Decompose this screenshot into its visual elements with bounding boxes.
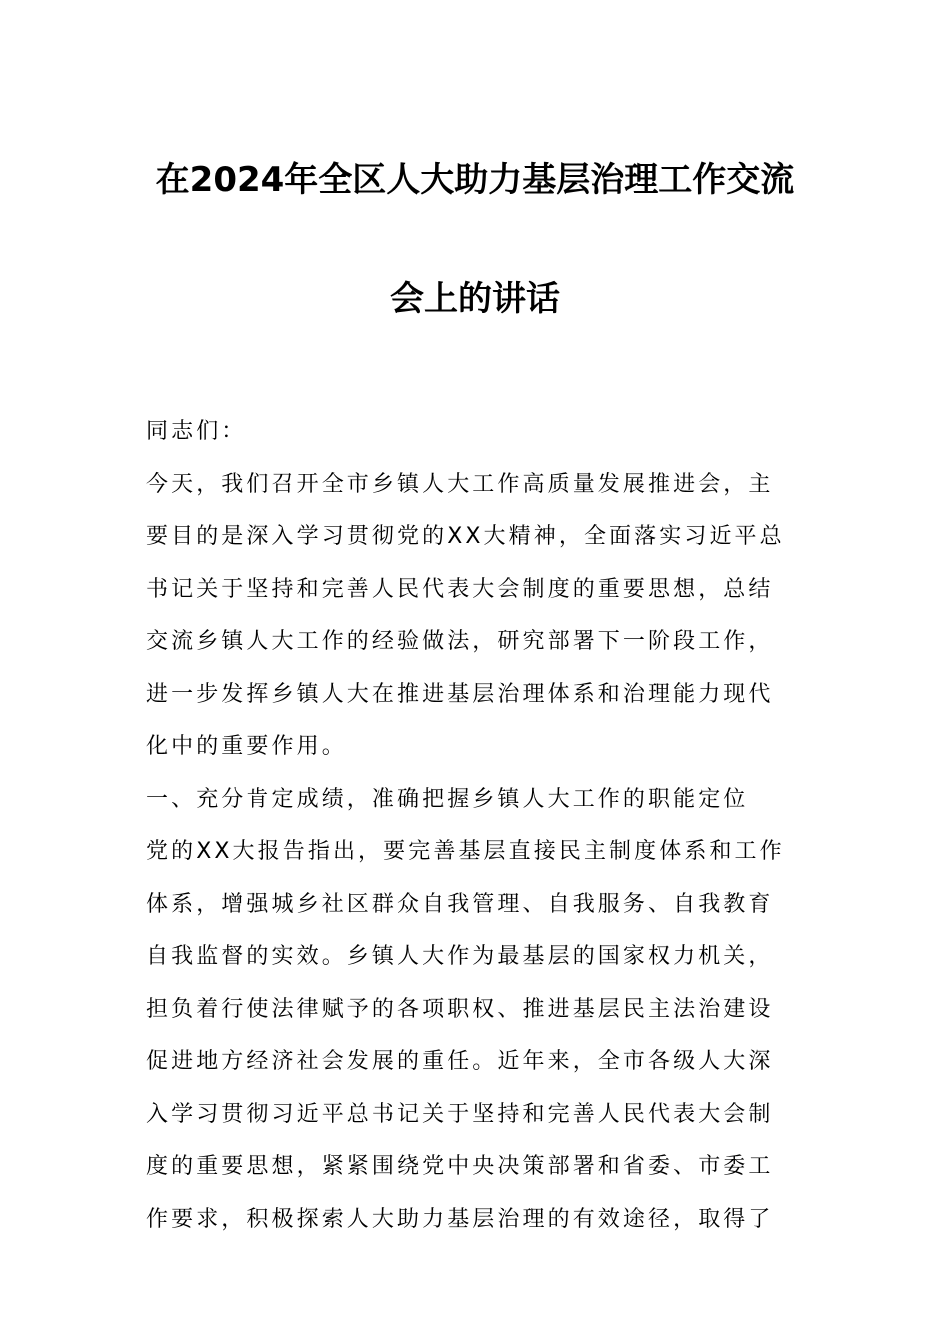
paragraph-line: 自我监督的实效。乡镇人大作为最基层的国家权力机关， — [146, 944, 774, 969]
document-title-line-1: 在2024年全区人大助力基层治理工作交流 — [155, 160, 795, 200]
document-body — [146, 413, 806, 1253]
paragraph-line: 进一步发挥乡镇人大在推进基层治理体系和治理能力现代 — [146, 681, 774, 707]
document-title-line-2: 会上的讲话 — [390, 279, 560, 319]
paragraph-line: 党的XX大报告指出，要完善基层直接民主制度体系和工作 — [146, 839, 785, 864]
paragraph-line: 促进地方经济社会发展的重任。近年来，全市各级人大深 — [146, 1049, 774, 1074]
paragraph-line: 书记关于坚持和完善人民代表大会制度的重要思想，总结 — [146, 576, 774, 602]
section-heading: 一、充分肯定成绩，准确把握乡镇人大工作的职能定位 — [146, 786, 749, 812]
paragraph-line: 担负着行使法律赋予的各项职权、推进基层民主法治建设 — [146, 996, 774, 1022]
paragraph-line: 要目的是深入学习贯彻党的XX大精神，全面落实习近平总 — [146, 524, 785, 549]
paragraph-line: 作要求，积极探索人大助力基层治理的有效途径，取得了 — [146, 1206, 774, 1232]
paragraph-line: 入学习贯彻习近平总书记关于坚持和完善人民代表大会制 — [146, 1101, 774, 1127]
paragraph-line: 交流乡镇人大工作的经验做法，研究部署下一阶段工作， — [146, 629, 774, 654]
salutation: 同志们： — [146, 419, 247, 444]
paragraph-line: 今天，我们召开全市乡镇人大工作高质量发展推进会，主 — [146, 471, 774, 497]
paragraph-line: 化中的重要作用。 — [146, 734, 347, 759]
paragraph-line: 度的重要思想，紧紧围绕党中央决策部署和省委、市委工 — [146, 1154, 774, 1179]
paragraph-line: 体系，增强城乡社区群众自我管理、自我服务、自我教育 — [146, 891, 774, 917]
